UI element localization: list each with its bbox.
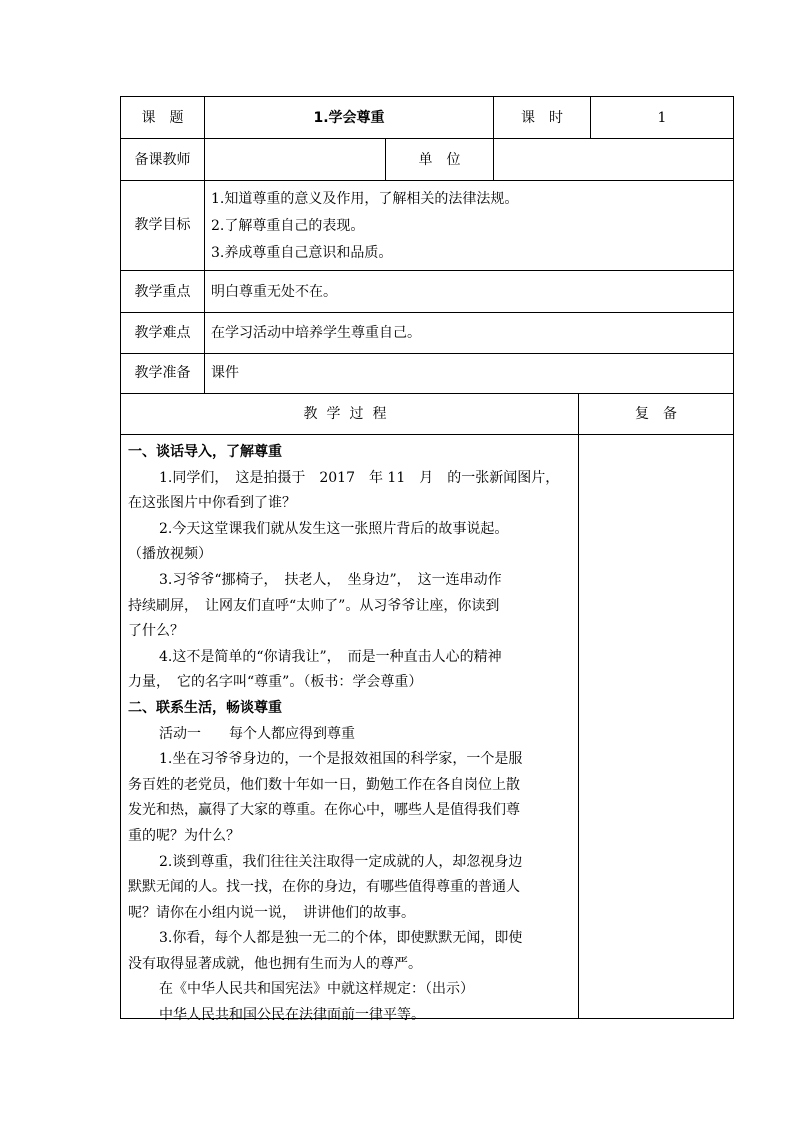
column-divider xyxy=(493,138,494,180)
row-divider xyxy=(120,270,734,271)
review-header: 复 备 xyxy=(635,406,677,422)
row-divider xyxy=(120,434,734,435)
paragraph-line: 务百姓的老党员，他们数十年如一日，勤勉工作在各自岗位上散 xyxy=(128,776,520,793)
paragraph-line: 3.你看，每个人都是独一无二的个体，即使默默无闻，即使 xyxy=(159,930,523,947)
unit-label: 单 位 xyxy=(418,152,461,168)
preparation-label: 教学准备 xyxy=(134,365,191,381)
period-label: 课 时 xyxy=(521,110,563,126)
column-divider xyxy=(578,393,579,1018)
activity-title: 活动一 每个人都应得到尊重 xyxy=(159,725,355,742)
paragraph-line: 2.谈到尊重，我们往往关注取得一定成就的人，却忽视身边 xyxy=(159,853,523,870)
column-divider xyxy=(204,96,205,393)
row-divider xyxy=(120,138,734,139)
paragraph-line: 1.坐在习爷爷身边的，一个是报效祖国的科学家，一个是服 xyxy=(159,751,523,768)
table-border-left xyxy=(120,96,121,1019)
topic-value: 1.学会尊重 xyxy=(313,110,385,126)
process-content xyxy=(128,440,574,1029)
key-point-value: 明白尊重无处不在。 xyxy=(211,284,337,300)
preparation-value: 课件 xyxy=(211,365,239,381)
paragraph-line: 了什么？ xyxy=(128,623,184,640)
table-border-top xyxy=(120,96,734,97)
row-divider xyxy=(120,312,734,313)
paragraph-line: 2.今天这堂课我们就从发生这一张照片背后的故事说起。 xyxy=(159,520,509,537)
paragraph-line: 中华人民共和国公民在法律面前一律平等。 xyxy=(159,1007,425,1024)
paragraph-line: 1.同学们， 这是拍摄于 2017 年 11 月 的一张新闻图片， xyxy=(159,469,560,486)
goal-item: 3.养成尊重自己意识和品质。 xyxy=(211,245,393,261)
table-border-right xyxy=(733,96,734,1019)
section-heading: 一、谈话导入，了解尊重 xyxy=(128,444,282,460)
paragraph-line: （播放视频） xyxy=(128,546,212,563)
row-divider xyxy=(120,353,734,354)
paragraph-line: 没有取得显著成就，他也拥有生而为人的尊严。 xyxy=(128,955,422,972)
topic-label: 课 题 xyxy=(141,110,184,126)
paragraph-line: 持续刷屏， 让网友们直呼“太帅了”。从习爷爷让座，你读到 xyxy=(128,597,500,614)
row-divider xyxy=(120,393,734,394)
paragraph-line: 重的呢？为什么？ xyxy=(128,827,240,844)
paragraph-line: 3.习爷爷“挪椅子， 扶老人， 坐身边”， 这一连串动作 xyxy=(159,571,502,588)
paragraph-line: 呢？请你在小组内说一说， 讲讲他们的故事。 xyxy=(128,904,415,921)
paragraph-line: 4.这不是简单的“你请我让”， 而是一种直击人心的精神 xyxy=(159,648,502,665)
paragraph-line: 力量， 它的名字叫“尊重”。（板书：学会尊重） xyxy=(128,674,423,691)
period-value: 1 xyxy=(657,110,667,126)
teacher-label: 备课教师 xyxy=(134,152,191,168)
paragraph-line: 在这张图片中你看到了谁？ xyxy=(128,495,296,512)
paragraph-line: 发光和热，赢得了大家的尊重。在你心中，哪些人是值得我们尊 xyxy=(128,802,520,819)
paragraph-line: 默默无闻的人。找一找，在你的身边，有哪些值得尊重的普通人 xyxy=(128,879,520,896)
process-header: 教学过程 xyxy=(303,406,396,422)
row-divider xyxy=(120,180,734,181)
section-heading: 二、联系生活，畅谈尊重 xyxy=(128,699,282,716)
paragraph-line: 在《中华人民共和国宪法》中就这样规定：（出示） xyxy=(159,981,474,998)
difficulty-value: 在学习活动中培养学生尊重自己。 xyxy=(211,325,421,341)
goals-label: 教学目标 xyxy=(134,217,191,233)
goal-item: 2.了解尊重自己的表现。 xyxy=(211,218,365,234)
goal-item: 1.知道尊重的意义及作用，了解相关的法律法规。 xyxy=(211,191,519,207)
key-point-label: 教学重点 xyxy=(134,284,191,300)
difficulty-label: 教学难点 xyxy=(134,325,191,341)
